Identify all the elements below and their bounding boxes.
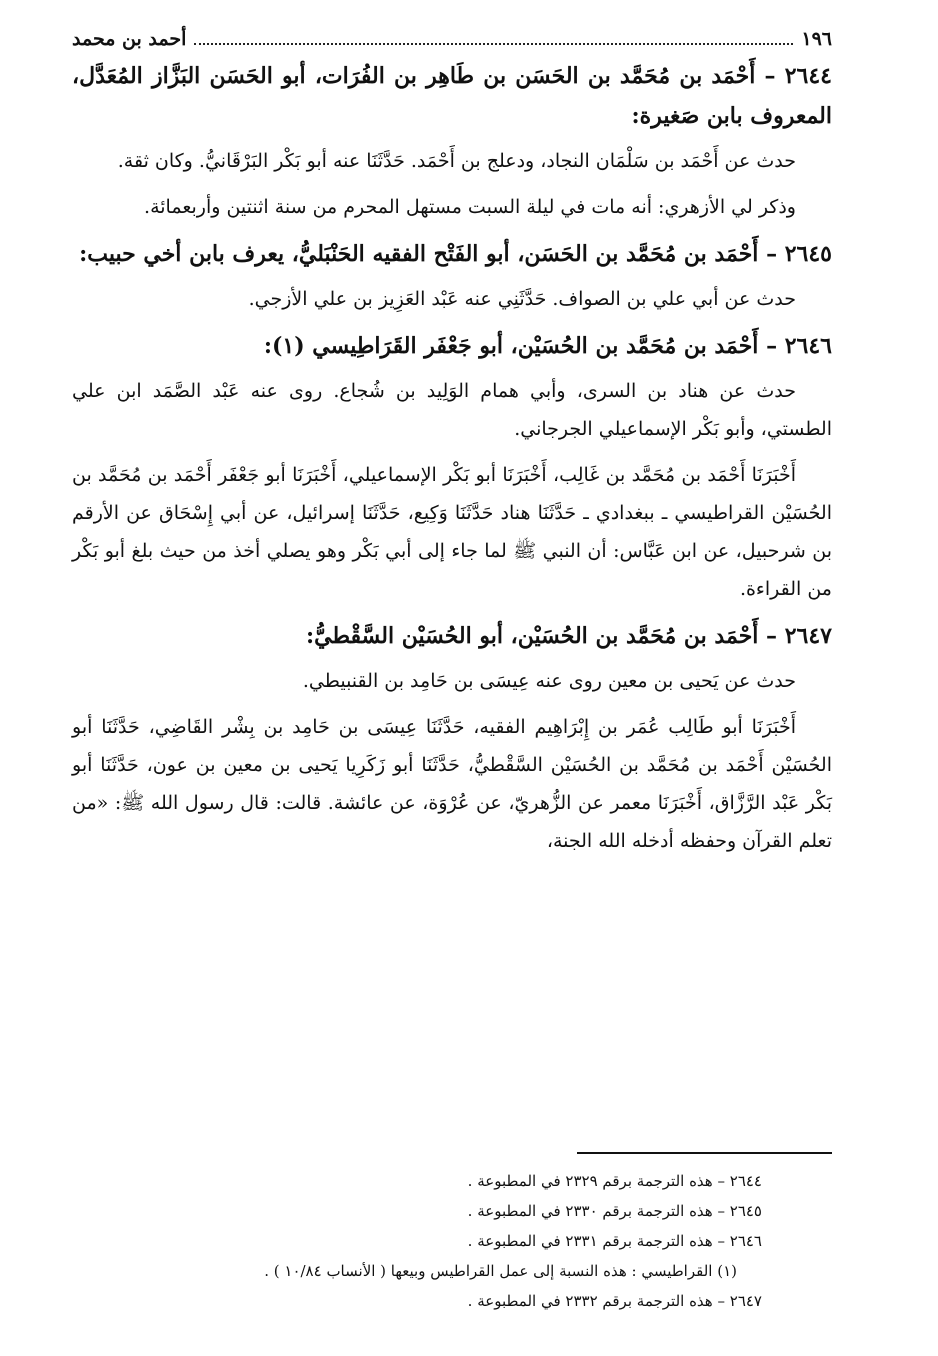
footnote: ٢٦٤٧ – هذه الترجمة برقم ٢٣٣٢ في المطبوعة . xyxy=(467,1292,762,1310)
page-body xyxy=(72,24,832,868)
footnotes xyxy=(72,1128,832,1316)
entry-paragraph: حدث عن أَحْمَد بن سَلْمَان النجاد، ودعلج بن أَحْمَد. حَدَّثَنَا عنه أبو بَكْر البَرْقَانيُّ. وكان ثقة. xyxy=(117,150,796,172)
footnote: ٢٦٤٥ – هذه الترجمة برقم ٢٣٣٠ في المطبوعة . xyxy=(467,1202,762,1220)
entry-2647 xyxy=(72,616,832,860)
footnote: ٢٦٤٦ – هذه الترجمة برقم ٢٣٣١ في المطبوعة . xyxy=(467,1232,762,1250)
entry-paragraph: أَخْبَرَنَا أَحْمَد بن مُحَمَّد بن غَالِب، أَخْبَرَنَا أبو بَكْر الإسماعيلي، أَخْبَرَنَا أبو جَعْفَر أَحْمَد بن مُحَمَّد بن الحُسَيْن القراطيسي ـ ببغدادي ـ حَدَّثَنَا هناد حَدَّثَنَا وَكِيع، حَدَّثَنَا إسرائيل، عن أبي إِسْحَاق عن الأرقم بن شرحبيل، عن ابن عَبَّاس: أن النبي ﷺ لما جاء إلى أبي بَكْر وهو يصلي أخذ من حيث بلغ أبو بَكْر من القراءة. xyxy=(72,464,832,600)
entry-paragraph: حدث عن هناد بن السرى، وأبي همام الوَلِيد بن شُجاع. روى عنه عَبْد الصَّمَد ابن علي الطستي، وأبو بَكْر الإسماعيلي الجرجاني. xyxy=(72,380,832,440)
entry-paragraph: حدث عن يَحيى بن معين روى عنه عِيسَى بن حَامِد بن القنبيطي. xyxy=(302,670,796,692)
entry-2644 xyxy=(72,56,832,226)
running-header xyxy=(72,24,832,54)
entry-title: ٢٦٤٥ – أَحْمَد بن مُحَمَّد بن الحَسَن، أبو الفَتْح الفقيه الحَنْبَليُّ، يعرف بابن أخي حبيب: xyxy=(79,241,832,267)
footnote: (١) القراطيسي : هذه النسبة إلى عمل القراطيس وبيعها ( الأنساب ١٠/٨٤ ) . xyxy=(264,1262,737,1280)
entry-title: ٢٦٤٤ – أَحْمَد بن مُحَمَّد بن الحَسَن بن طَاهِر بن الفُرَات، أبو الحَسَن البَزَّاز المُعَدَّل، المعروف بابن صَغيرة: xyxy=(72,63,832,129)
leader-dots xyxy=(194,25,793,45)
running-title: أحمد بن محمد xyxy=(72,28,187,50)
entry-paragraph: حدث عن أبي علي بن الصواف. حَدَّثَنِي عنه عَبْد العَزِيز بن علي الأزجي. xyxy=(248,288,796,310)
entry-paragraph: أَخْبَرَنَا أبو طَالِب عُمَر بن إِبْرَاهِيم الفقيه، حَدَّثَنَا عِيسَى بن حَامِد بن بِشْر القَاضِي، حَدَّثَنَا أبو الحُسَيْن أَحْمَد بن مُحَمَّد بن الحُسَيْن السَّقْطيُّ، حَدَّثَنَا أبو زَكَرِيا يَحيى بن معين بن عون، حَدَّثَنَا أبو بَكْر عَبْد الرَّزَّاق، أَخْبَرَنَا معمر عن الزُّهريّ، عن عُرْوَة، عن عائشة. قالت: قال رسول الله ﷺ: «من تعلم القرآن وحفظه أدخله الله الجنة، xyxy=(72,716,832,852)
entry-title: ٢٦٤٧ – أَحْمَد بن مُحَمَّد بن الحُسَيْن، أبو الحُسَيْن السَّقْطيُّ: xyxy=(305,623,832,649)
page-number: ١٩٦ xyxy=(801,28,832,50)
footnote-rule xyxy=(577,1152,832,1154)
entry-2646 xyxy=(72,326,832,608)
entry-title: ٢٦٤٦ – أَحْمَد بن مُحَمَّد بن الحُسَيْن، أبو جَعْفَر القَرَاطِيسي (١): xyxy=(263,333,832,359)
entry-paragraph: وذكر لي الأزهري: أنه مات في ليلة السبت مستهل المحرم من سنة اثنتين وأربعمائة. xyxy=(144,196,796,218)
footnote: ٢٦٤٤ – هذه الترجمة برقم ٢٣٢٩ في المطبوعة . xyxy=(467,1172,762,1190)
entry-2645 xyxy=(72,234,832,318)
